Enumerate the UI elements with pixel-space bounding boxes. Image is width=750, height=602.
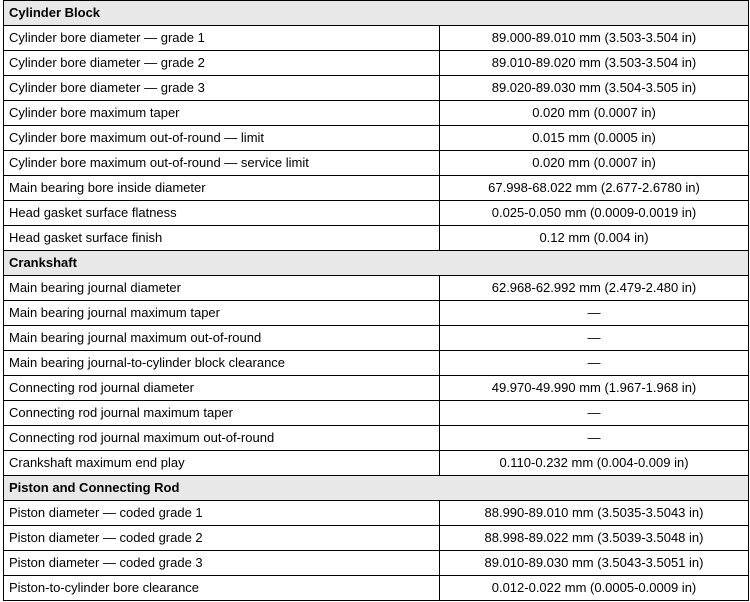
spec-label: Cylinder bore diameter — grade 3 (4, 76, 440, 101)
spec-value: 67.998-68.022 mm (2.677-2.6780 in) (440, 176, 749, 201)
spec-label: Main bearing journal diameter (4, 276, 440, 301)
spec-label: Cylinder bore maximum out-of-round — service limit (4, 151, 440, 176)
spec-value: 0.020 mm (0.0007 in) (440, 101, 749, 126)
specifications-table (3, 0, 749, 601)
specifications-body (4, 1, 749, 601)
spec-label: Piston-to-cylinder bore clearance (4, 576, 440, 601)
spec-value: 89.020-89.030 mm (3.504-3.505 in) (440, 76, 749, 101)
spec-value: — (440, 326, 749, 351)
spec-label: Main bearing bore inside diameter (4, 176, 440, 201)
spec-value: — (440, 426, 749, 451)
section-header-row (4, 476, 749, 501)
spec-value: 0.012-0.022 mm (0.0005-0.0009 in) (440, 576, 749, 601)
spec-value: 88.990-89.010 mm (3.5035-3.5043 in) (440, 501, 749, 526)
spec-value: 89.010-89.020 mm (3.503-3.504 in) (440, 51, 749, 76)
spec-value: 89.010-89.030 mm (3.5043-3.5051 in) (440, 551, 749, 576)
spec-label: Cylinder bore diameter — grade 2 (4, 51, 440, 76)
table-row (4, 326, 749, 351)
section-header-row (4, 251, 749, 276)
spec-label: Head gasket surface flatness (4, 201, 440, 226)
table-row (4, 376, 749, 401)
section-title: Cylinder Block (4, 1, 749, 26)
spec-label: Cylinder bore maximum out-of-round — limit (4, 126, 440, 151)
spec-label: Piston diameter — coded grade 1 (4, 501, 440, 526)
spec-value: 0.015 mm (0.0005 in) (440, 126, 749, 151)
spec-label: Main bearing journal maximum out-of-round (4, 326, 440, 351)
section-title: Piston and Connecting Rod (4, 476, 749, 501)
spec-label: Crankshaft maximum end play (4, 451, 440, 476)
spec-label: Connecting rod journal maximum out-of-round (4, 426, 440, 451)
spec-label: Cylinder bore diameter — grade 1 (4, 26, 440, 51)
table-row (4, 176, 749, 201)
spec-label: Connecting rod journal maximum taper (4, 401, 440, 426)
table-row (4, 526, 749, 551)
spec-value: 88.998-89.022 mm (3.5039-3.5048 in) (440, 526, 749, 551)
table-row (4, 26, 749, 51)
table-row (4, 151, 749, 176)
table-row (4, 201, 749, 226)
section-header-row (4, 1, 749, 26)
spec-label: Cylinder bore maximum taper (4, 101, 440, 126)
spec-value: — (440, 401, 749, 426)
spec-value: 0.110-0.232 mm (0.004-0.009 in) (440, 451, 749, 476)
spec-label: Piston diameter — coded grade 3 (4, 551, 440, 576)
table-row (4, 126, 749, 151)
spec-label: Main bearing journal maximum taper (4, 301, 440, 326)
spec-label: Main bearing journal-to-cylinder block clearance (4, 351, 440, 376)
spec-value: — (440, 351, 749, 376)
table-row (4, 76, 749, 101)
table-row (4, 426, 749, 451)
spec-label: Head gasket surface finish (4, 226, 440, 251)
table-row (4, 301, 749, 326)
table-row (4, 351, 749, 376)
table-row (4, 276, 749, 301)
table-row (4, 451, 749, 476)
table-row (4, 576, 749, 601)
table-row (4, 551, 749, 576)
spec-value: 62.968-62.992 mm (2.479-2.480 in) (440, 276, 749, 301)
table-row (4, 51, 749, 76)
spec-value: 49.970-49.990 mm (1.967-1.968 in) (440, 376, 749, 401)
spec-value: 89.000-89.010 mm (3.503-3.504 in) (440, 26, 749, 51)
table-row (4, 226, 749, 251)
spec-value: 0.12 mm (0.004 in) (440, 226, 749, 251)
spec-value: 0.025-0.050 mm (0.0009-0.0019 in) (440, 201, 749, 226)
spec-value: — (440, 301, 749, 326)
spec-value: 0.020 mm (0.0007 in) (440, 151, 749, 176)
table-row (4, 101, 749, 126)
spec-label: Piston diameter — coded grade 2 (4, 526, 440, 551)
spec-label: Connecting rod journal diameter (4, 376, 440, 401)
table-row (4, 501, 749, 526)
section-title: Crankshaft (4, 251, 749, 276)
table-row (4, 401, 749, 426)
